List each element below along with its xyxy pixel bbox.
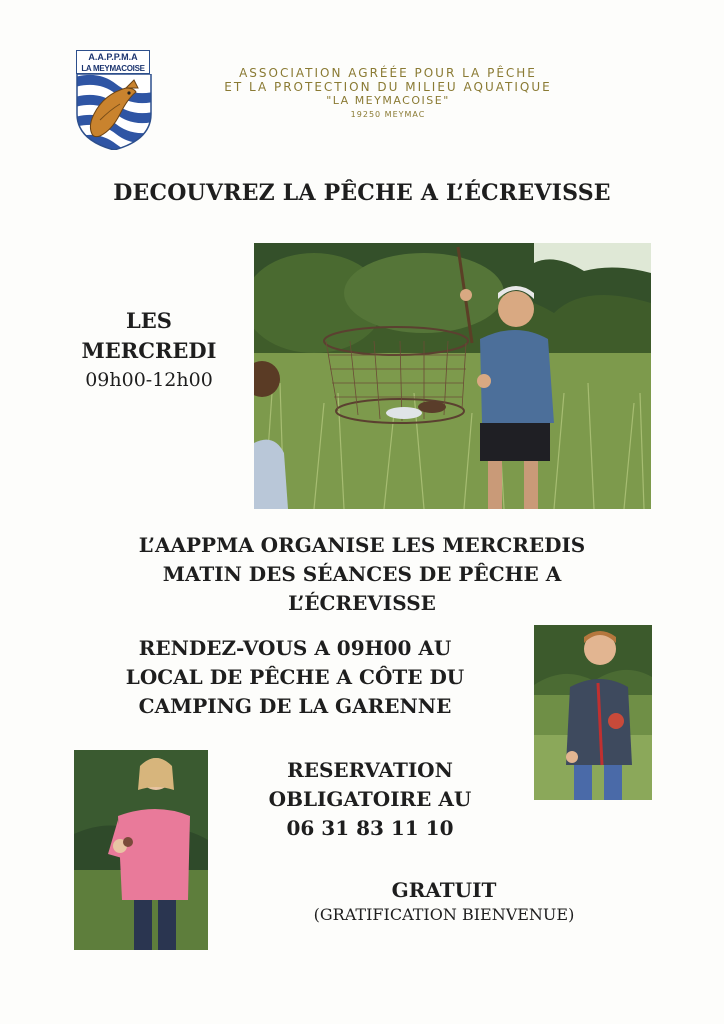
reservation-line2: OBLIGATOIRE AU bbox=[268, 787, 472, 811]
association-name: "LA MEYMACOISE" bbox=[326, 94, 450, 107]
association-line1: ASSOCIATION AGRÉÉE POUR LA PÊCHE bbox=[239, 66, 537, 80]
rendezvous-line3: CAMPING DE LA GARENNE bbox=[138, 694, 452, 718]
reservation-text bbox=[230, 756, 510, 843]
price-note: (GRATIFICATION BIENVENUE) bbox=[313, 905, 575, 924]
rendezvous-line2: LOCAL DE PÊCHE A CÔTE DU bbox=[125, 665, 465, 689]
club-logo bbox=[76, 50, 152, 150]
schedule-block bbox=[56, 306, 242, 394]
organise-line2: MATIN DES SÉANCES DE PÊCHE A bbox=[162, 562, 562, 586]
crayfish-net-photo bbox=[254, 243, 651, 509]
schedule-day: MERCREDI bbox=[81, 338, 217, 363]
rendezvous-line1: RENDEZ-VOUS A 09H00 AU bbox=[138, 636, 452, 660]
fish-shield-icon bbox=[76, 74, 152, 150]
association-header bbox=[188, 66, 588, 122]
price-free: GRATUIT bbox=[391, 878, 497, 902]
logo-line2: LA MEYMACOISE bbox=[81, 64, 145, 73]
schedule-hours: 09h00-12h00 bbox=[85, 369, 213, 391]
association-line2: ET LA PROTECTION DU MILIEU AQUATIQUE bbox=[224, 80, 552, 94]
organise-line1: L’AAPPMA ORGANISE LES MERCREDIS bbox=[138, 533, 586, 557]
meeting-point-text bbox=[40, 634, 550, 721]
reservation-line1: RESERVATION bbox=[287, 758, 453, 782]
boy-with-crayfish-photo bbox=[534, 625, 652, 800]
page-title: DECOUVREZ LA PÊCHE A L’ÉCREVISSE bbox=[113, 180, 611, 206]
phone-number: 06 31 83 11 10 bbox=[286, 816, 454, 840]
organise-text bbox=[60, 531, 664, 618]
girl-with-crayfish-photo bbox=[74, 750, 208, 950]
organise-line3: L’ÉCREVISSE bbox=[288, 591, 436, 615]
logo-line1: A.A.P.P.M.A bbox=[88, 52, 138, 62]
logo-banner bbox=[76, 50, 150, 74]
price-block bbox=[300, 876, 588, 926]
schedule-line1: LES bbox=[126, 308, 172, 333]
association-address: 19250 MEYMAC bbox=[350, 110, 426, 119]
